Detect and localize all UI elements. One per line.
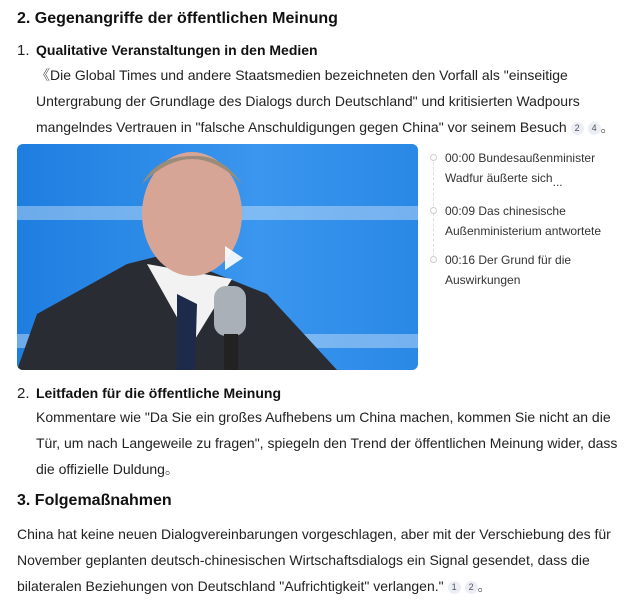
- citation-ref[interactable]: 4: [588, 122, 601, 135]
- video-thumbnail: [17, 144, 418, 370]
- timeline-label: 00:16 Der Grund für die Auswirkungen: [445, 253, 572, 287]
- citation-ref[interactable]: 2: [571, 122, 584, 135]
- timeline-label: 00:09 Das chinesische Außenministerium antwortete: [445, 204, 602, 238]
- section-heading: 2. Gegenangriffe der öffentlichen Meinung: [17, 10, 338, 27]
- paragraph: [17, 521, 625, 599]
- paragraph-text: 《Die Global Times und andere Staatsmedien bezeichneten den Vorfall als "einseitige Untergrabung der Grundlage des Dialogs durch Deutschland" und kritisierten Wadpours mangelndes Vertrauen in "falsche Anschuldigungen gegen China" vor seinem Besuch: [36, 67, 580, 135]
- dot-icon: [430, 154, 437, 161]
- more-ellipsis: ...: [552, 175, 563, 189]
- paragraph-text: China hat keine neuen Dialogvereinbarungen vorgeschlagen, aber mit der Verschiebung des für November geplanten deutsch-chinesischen Wirtschaftsdialogs ein Signal gesendet, dass die bilateralen Beziehungen von Deutschland "Aufrichtigkeit" verlangen.": [17, 526, 611, 594]
- citation-ref[interactable]: 1: [448, 581, 461, 594]
- list-number: 2.: [17, 385, 30, 402]
- list-number: 1.: [17, 42, 30, 59]
- dot-icon: [430, 256, 437, 263]
- video-timeline: [430, 148, 630, 299]
- dot-icon: [430, 207, 437, 214]
- paragraph: Kommentare wie "Da Sie ein großes Aufhebens um China machen, kommen Sie nicht an die Tür, um nach Langeweile zu fragen", spiegeln den Trend der öffentlichen Meinung wider, dass die offizielle Duldung。: [36, 409, 618, 477]
- period: 。: [600, 119, 615, 135]
- list-item-title: Qualitative Veranstaltungen in den Medien: [36, 42, 318, 58]
- timeline-item[interactable]: [430, 250, 630, 290]
- play-icon[interactable]: [225, 246, 243, 270]
- video-player[interactable]: [17, 144, 418, 370]
- paragraph: [36, 62, 626, 140]
- timeline-item[interactable]: [430, 201, 630, 241]
- section-heading: 3. Folgemaßnahmen: [17, 492, 172, 509]
- citation-ref[interactable]: 2: [465, 581, 478, 594]
- timeline-item[interactable]: [430, 148, 630, 192]
- list-item-title: Leitfaden für die öffentliche Meinung: [36, 385, 281, 401]
- period: 。: [477, 578, 492, 594]
- timeline-label: 00:00 Bundesaußenminister Wadfur äußerte sich: [445, 151, 596, 185]
